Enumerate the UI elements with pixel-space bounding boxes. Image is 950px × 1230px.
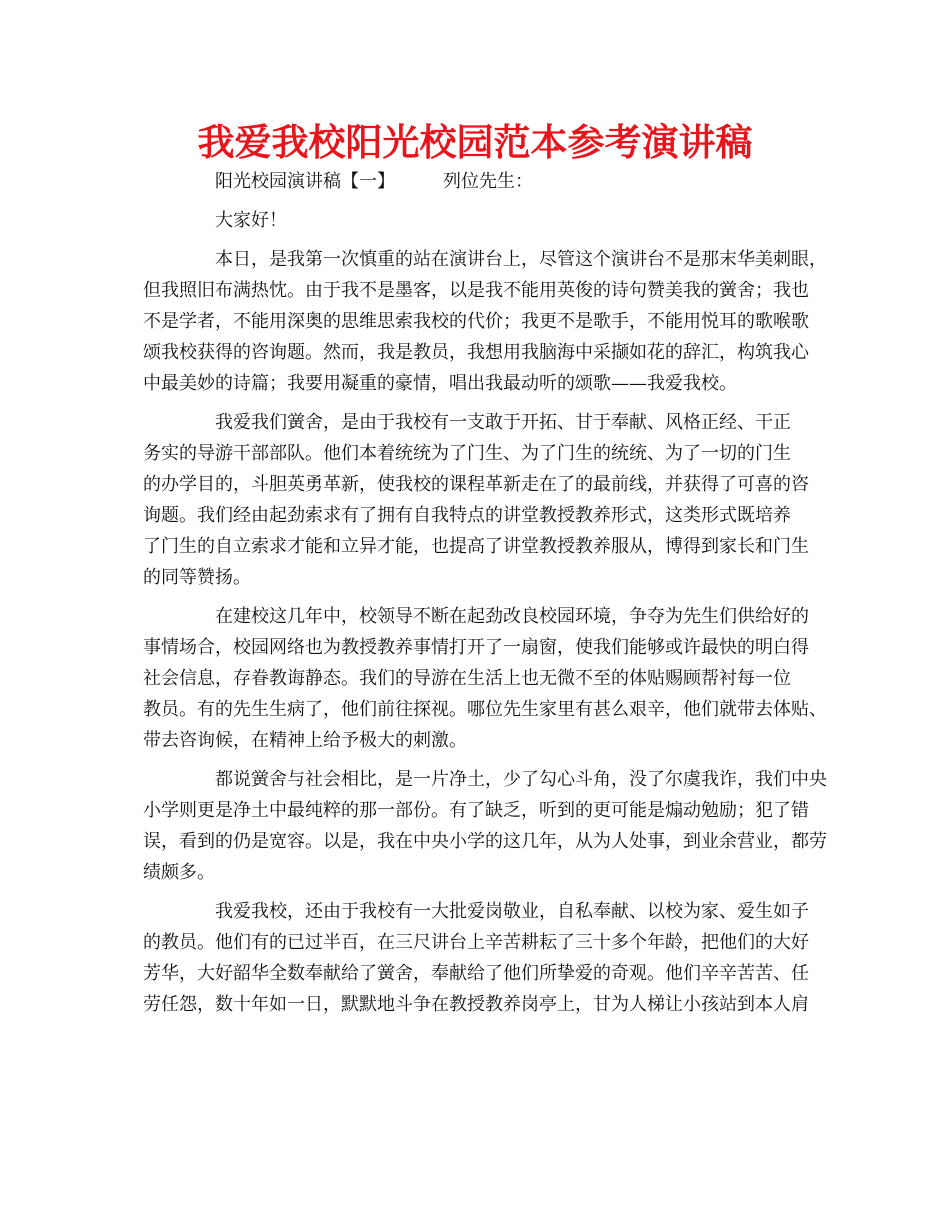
paragraph-line: 本日，是我第一次慎重的站在演讲台上，尽管这个演讲台不是那末华美刺眼， (215, 249, 827, 270)
paragraph-line: 带去咨询候，在精神上给予极大的刺激。 (143, 730, 467, 751)
paragraph-line: 事情场合，校园网络也为教授教养事情打开了一扇窗，使我们能够或许最快的明白得 (143, 637, 809, 658)
paragraph-line: 务实的导游干部部队。他们本着统统为了门生、为了门生的统统、为了一切的门生 (143, 443, 791, 464)
paragraph-line: 小学则更是净土中最纯粹的那一部份。有了缺乏，听到的更可能是煽动勉励；犯了错 (143, 800, 809, 821)
paragraph-line: 误，看到的仍是宽容。以是，我在中央小学的这几年，从为人处事，到业余营业，都劳 (143, 831, 827, 852)
paragraph (143, 407, 823, 593)
paragraph-line: 的教员。他们有的已过半百，在三尺讲台上辛苦耕耘了三十多个年龄，把他们的大好 (143, 932, 809, 953)
paragraph-line: 教员。有的先生生病了，他们前往探视。哪位先生家里有甚么艰辛，他们就带去体贴、 (143, 699, 827, 720)
subheading: 阳光校园演讲稿【一】 (215, 171, 395, 192)
paragraph (143, 764, 827, 888)
paragraph (143, 601, 827, 756)
paragraph-line: 但我照旧布满热忱。由于我不是墨客，以是我不能用英俊的诗句赞美我的黉舍；我也 (143, 280, 809, 301)
paragraph-line: 都说黉舍与社会相比，是一片净土，少了勾心斗角，没了尔虞我诈，我们中央 (215, 769, 827, 790)
subheading-line (143, 166, 823, 197)
paragraph-line: 的同等赞扬。 (143, 567, 251, 588)
paragraph-line: 社会信息，存眷教诲静态。我们的导游在生活上也无微不至的体贴赐顾帮衬每一位 (143, 668, 791, 689)
paragraph-line: 绩颇多。 (143, 862, 215, 883)
paragraph-line: 的办学目的，斗胆英勇革新，使我校的课程革新走在了的最前线，并获得了可喜的咨 (143, 474, 809, 495)
paragraph (143, 896, 823, 1020)
paragraph-line: 询题。我们经由起劲索求有了拥有自我特点的讲堂教授教养形式，这类形式既培养 (143, 505, 791, 526)
paragraph-line: 中最美妙的诗篇；我要用凝重的豪情，唱出我最动听的颂歌——我爱我校。 (143, 373, 737, 394)
paragraph (143, 244, 827, 399)
paragraph-line: 颂我校获得的咨询题。然而，我是教员，我想用我脑海中采撷如花的辞汇，构筑我心 (143, 342, 809, 363)
paragraph-line: 芳华，大好韶华全数奉献给了黉舍，奉献给了他们所挚爱的奇观。他们辛辛苦苦、任 (143, 963, 809, 984)
paragraph-line: 在建校这几年中，校领导不断在起劲改良校园环境，争夺为先生们供给好的 (215, 606, 809, 627)
paragraph-line: 了门生的自立索求才能和立异才能，也提高了讲堂教授教养服从，博得到家长和门生 (143, 536, 809, 557)
paragraph-line: 不是学者，不能用深奥的思维思索我校的代价；我更不是歌手，不能用悦耳的歌喉歌 (143, 311, 809, 332)
salutation: 列位先生： (443, 171, 533, 192)
greeting: 大家好！ (215, 210, 287, 231)
document-title: 我爱我校阳光校园范本参考演讲稿 (197, 121, 753, 164)
paragraph-line: 我爱我们黉舍，是由于我校有一支敢于开拓、甘于奉献、风格正经、干正 (215, 412, 791, 433)
document-body (143, 166, 827, 1020)
paragraph-line: 劳任怨，数十年如一日，默默地斗争在教授教养岗亭上，甘为人梯让小孩站到本人肩 (143, 994, 809, 1015)
paragraph-line: 我爱我校，还由于我校有一大批爱岗敬业，自私奉献、以校为家、爱生如子 (215, 901, 809, 922)
